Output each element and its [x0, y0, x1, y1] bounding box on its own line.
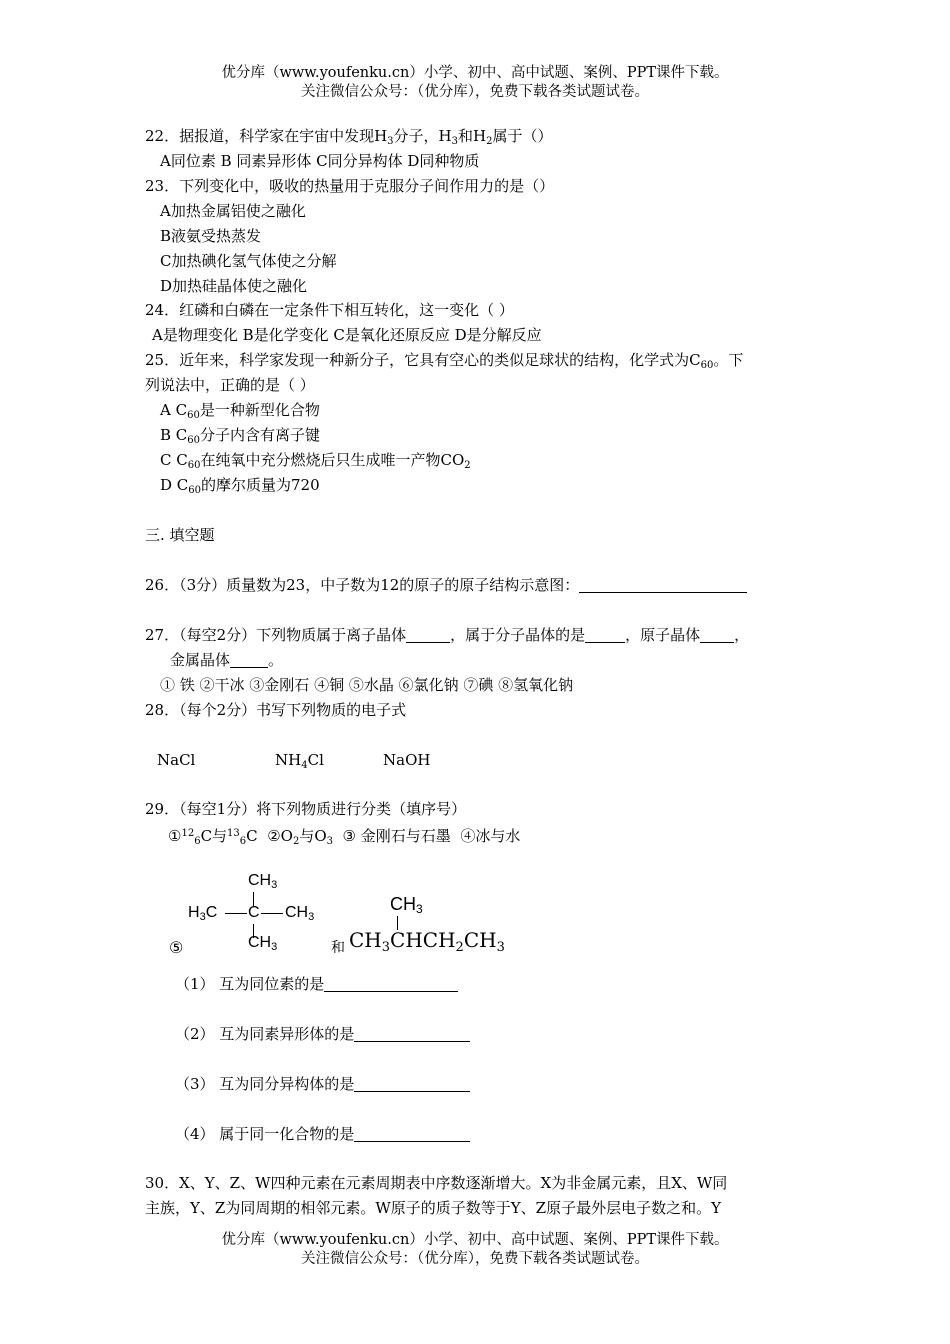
q28-formula-nh4cl: $NH_4Cl$	[275, 751, 324, 771]
page-header	[0, 64, 950, 102]
q24-stem: 24．红磷和白磷在一定条件下相互转化，这一变化（ ）	[145, 301, 514, 319]
q22-options: A同位素 B 同素异形体 C同分异构体 D同种物质	[160, 152, 480, 170]
q29-stem: 29．（每空1分）将下列物质进行分类（填序号）	[145, 800, 467, 818]
q27-blank-ionic[interactable]	[406, 627, 450, 643]
q22-stem: 22．据报道，科学家在宇宙中发现$H_3$分子，$H_3$和$H_2$属于（）	[145, 127, 553, 147]
q27-line2: 金属晶体 。	[170, 651, 284, 669]
q29-and: 和	[331, 940, 345, 956]
h3c-left: $H_3C$	[188, 904, 218, 923]
q29-item5-label: ⑤	[169, 938, 184, 957]
q27-blank-metallic[interactable]	[230, 652, 268, 668]
q29-part1: （1） 互为同位素的是	[175, 974, 458, 994]
ch3-top: $CH_3$	[248, 872, 278, 891]
bond-right	[261, 913, 283, 914]
carbon-center: C	[248, 904, 260, 921]
header-line-2: 关注微信公众号：（优分库），免费下载各类试题试卷。	[301, 84, 649, 100]
q29-part2: （2） 互为同素异形体的是	[175, 1024, 470, 1044]
q23-option-a: A加热金属铝使之融化	[160, 202, 306, 220]
q25-stem: 25．近年来，科学家发现一种新分子，它具有空心的类似足球状的结构，化学式为$C_{60}$。下	[145, 351, 744, 371]
q28-formula-nacl: NaCl	[157, 751, 196, 769]
q30-line1: 30．X、Y、Z、W四种元素在元素周期表中序数逐渐增大。X为非金属元素，且X、W同	[145, 1174, 728, 1192]
header-line-1: 优分库（www.youfenku.cn）小学、初中、高中试题、案例、PPT课件下载。	[221, 65, 729, 81]
q24-options: A是物理变化 B是化学变化 C是氧化还原反应 D是分解反应	[152, 326, 542, 344]
q23-stem: 23．下列变化中，吸收的热量用于克服分子间作用力的是（）	[145, 177, 555, 195]
bond-left	[225, 913, 247, 914]
q29-part3: （3） 互为同分异构体的是	[175, 1074, 470, 1094]
branch-ch3: $CH_3$	[390, 894, 423, 916]
q29-blank-1[interactable]	[324, 976, 458, 992]
ch3-right: $CH_3$	[285, 904, 315, 923]
q29-part4: （4） 属于同一化合物的是	[175, 1124, 470, 1144]
q25-option-d: D $C_{60}$的摩尔质量为720	[160, 476, 320, 496]
q25-option-a: A $C_{60}$是一种新型化合物	[160, 401, 320, 421]
footer-line-2: 关注微信公众号：（优分库），免费下载各类试题试卷。	[301, 1251, 649, 1267]
q29-blank-3[interactable]	[354, 1076, 470, 1092]
q25-stem-line2: 列说法中，正确的是（ ）	[145, 376, 315, 394]
q25-option-c: C $C_{60}$在纯氧中充分燃烧后只生成唯一产物$CO_2$	[160, 451, 471, 471]
q29-items: ①$^{12}_6$C与$^{13}_6$C $②O_2$与$O_3$ ③ 金刚石与石墨 ④冰与水	[168, 827, 521, 847]
structure-neopentane	[186, 866, 326, 956]
q27-stem: 27．（每空2分）下列物质属于离子晶体 ，属于分子晶体的是 ，原子晶体 ，	[145, 626, 750, 644]
ch3-bottom: $CH_3$	[248, 934, 278, 953]
q23-option-b: B液氨受热蒸发	[160, 227, 262, 245]
q26-answer-blank[interactable]	[579, 577, 747, 593]
q27-items: ① 铁 ②干冰 ③金刚石 ④铜 ⑤水晶 ⑥氯化钠 ⑦碘 ⑧氢氧化钠	[160, 676, 574, 694]
q29-blank-2[interactable]	[354, 1026, 470, 1042]
main-chain: $CH_3CHCH_2CH_3$	[349, 928, 505, 955]
structure-isopentane	[349, 894, 509, 960]
q28-stem: 28．（每个2分）书写下列物质的电子式	[145, 701, 407, 719]
q27-blank-atomic[interactable]	[700, 627, 734, 643]
q27-blank-molecular[interactable]	[585, 627, 625, 643]
page-footer	[0, 1231, 950, 1269]
q30-line2: 主族，Y、Z为同周期的相邻元素。W原子的质子数等于Y、Z原子最外层电子数之和。Y	[145, 1199, 721, 1217]
q23-option-c: C加热碘化氢气体使之分解	[160, 252, 337, 270]
footer-line-1: 优分库（www.youfenku.cn）小学、初中、高中试题、案例、PPT课件下载。	[221, 1232, 729, 1248]
q26-stem: 26．（3分）质量数为23，中子数为12的原子的原子结构示意图：	[145, 575, 747, 595]
section-heading: 三. 填空题	[145, 526, 215, 544]
q29-blank-4[interactable]	[354, 1126, 470, 1142]
q28-formula-naoh: NaOH	[383, 751, 431, 769]
q23-option-d: D加热硅晶体使之融化	[160, 277, 308, 295]
q25-option-b: B $C_{60}$分子内含有离子键	[160, 426, 321, 446]
